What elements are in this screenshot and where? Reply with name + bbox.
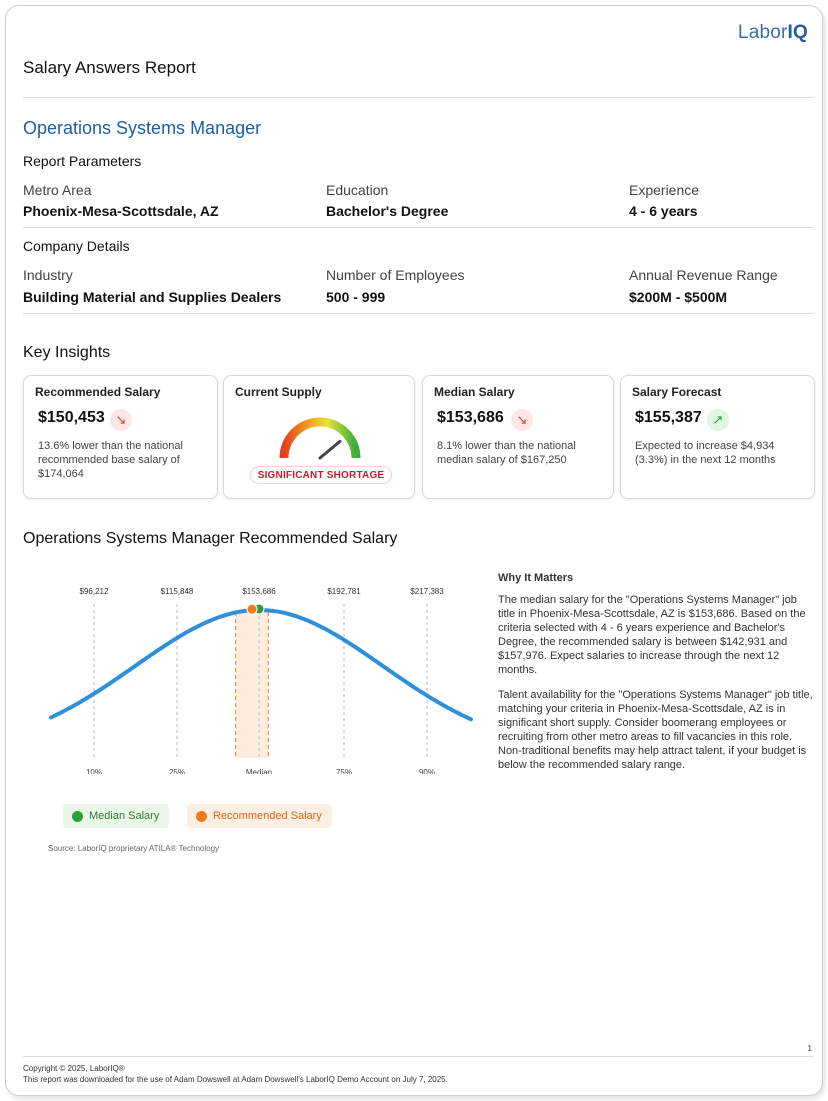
legend-median-label: Median Salary [89,810,160,822]
gauge-needle [320,441,340,458]
recommended-salary-value: $150,453 [38,409,105,426]
salary-tick-label: $217,383 [410,587,444,596]
education-label: Education [326,182,389,198]
percentile-tick-label: 10% [85,768,103,774]
salary-tick-label: $153,686 [242,587,276,596]
recommended-salary-point [247,604,257,614]
card-description: 8.1% lower than the national median salary of $167,250 [437,440,576,466]
laboriq-logo: LaborIQ [737,22,808,43]
current-supply-card [223,375,415,499]
shortage-badge: SIGNIFICANT SHORTAGE [250,466,392,484]
recommended-range-band [236,612,269,758]
card-title: Current Supply [235,385,322,399]
employees-value: 500 - 999 [326,289,386,305]
divider [23,227,814,228]
industry-label: Industry [23,267,73,283]
percentile-tick-label: 25% [168,768,186,774]
salary-forecast-card [620,375,815,499]
metro-area-label: Metro Area [23,182,92,198]
legend-recommended-label: Recommended Salary [213,810,322,822]
salary-forecast-value: $155,387 [635,409,702,426]
report-title: Salary Answers Report [23,58,196,77]
industry-value: Building Material and Supplies Dealers [23,289,282,305]
report-parameters-heading: Report Parameters [23,153,142,169]
recommended-dot-icon [196,811,207,822]
page-number: 1 [807,1044,812,1053]
why-it-matters-heading: Why It Matters [498,572,574,584]
trend-down-icon: ↘ [511,409,533,431]
chart-heading: Operations Systems Manager Recommended Salary [23,530,398,547]
footer-divider [23,1056,814,1057]
recommended-salary-card [23,375,218,499]
salary-tick-label: $115,848 [160,587,194,596]
company-details-heading: Company Details [23,238,130,254]
card-description: 13.6% lower than the national recommended base salary of $174,064 [38,440,183,480]
education-value: Bachelor's Degree [326,203,449,219]
percentile-tick-label: 90% [418,768,436,774]
salary-distribution-chart [41,574,481,774]
revenue-label: Annual Revenue Range [629,267,778,283]
card-title: Median Salary [434,385,515,399]
chart-source: Source: LaborIQ proprietary ATILA® Technology [48,844,220,853]
report-page [5,5,823,1096]
median-dot-icon [72,811,83,822]
median-salary-card [422,375,614,499]
card-title: Recommended Salary [35,385,161,399]
employees-label: Number of Employees [326,267,465,283]
job-title: Operations Systems Manager [23,118,262,138]
revenue-value: $200M - $500M [629,289,728,305]
why-it-matters-paragraph-1: The median salary for the "Operations Systems Manager" job title in Phoenix-Mesa-Scottsdale, AZ is $153,686. Based on the criteria selected with 4 - 6 years experience and Bachelor's Degree, the recommended salary is between $142,931 and $157,976. Expect salaries to increase through the next 12 months. [498,594,806,676]
metro-area-value: Phoenix-Mesa-Scottsdale, AZ [23,203,219,219]
why-it-matters-paragraph-2: Talent availability for the "Operations Systems Manager" job title, matching your criteria in Phoenix-Mesa-Scottsdale, AZ is in significant short supply. Consider boomerang employees or recruiting from other metro areas to fill vacancies in this role. Non-traditional benefits may help attract talent, if your budget is below the recommended salary range. [498,689,813,771]
card-description: Expected to increase $4,934 (3.3%) in the next 12 months [635,440,776,466]
legend-recommended [187,804,332,828]
legend-median [63,804,169,828]
percentile-tick-label: 75% [335,768,353,774]
card-title: Salary Forecast [632,385,722,399]
trend-up-icon: ↗ [707,409,729,431]
download-note: This report was downloaded for the use of Adam Dowswell at Adam Dowswell's LaborIQ Demo Account on July 7, 2025. [23,1075,448,1084]
salary-tick-label: $192,781 [327,587,361,596]
copyright-text: Copyright © 2025, LaborIQ® [23,1064,125,1073]
experience-label: Experience [629,182,700,198]
percentile-tick-label: Median [245,768,273,774]
gauge-arc [284,422,356,458]
salary-tick-label: $96,212 [79,587,109,596]
median-salary-value: $153,686 [437,409,504,426]
divider [23,97,814,98]
divider [23,313,814,314]
experience-value: 4 - 6 years [629,203,698,219]
trend-down-icon: ↘ [110,409,132,431]
key-insights-heading: Key Insights [23,344,111,361]
